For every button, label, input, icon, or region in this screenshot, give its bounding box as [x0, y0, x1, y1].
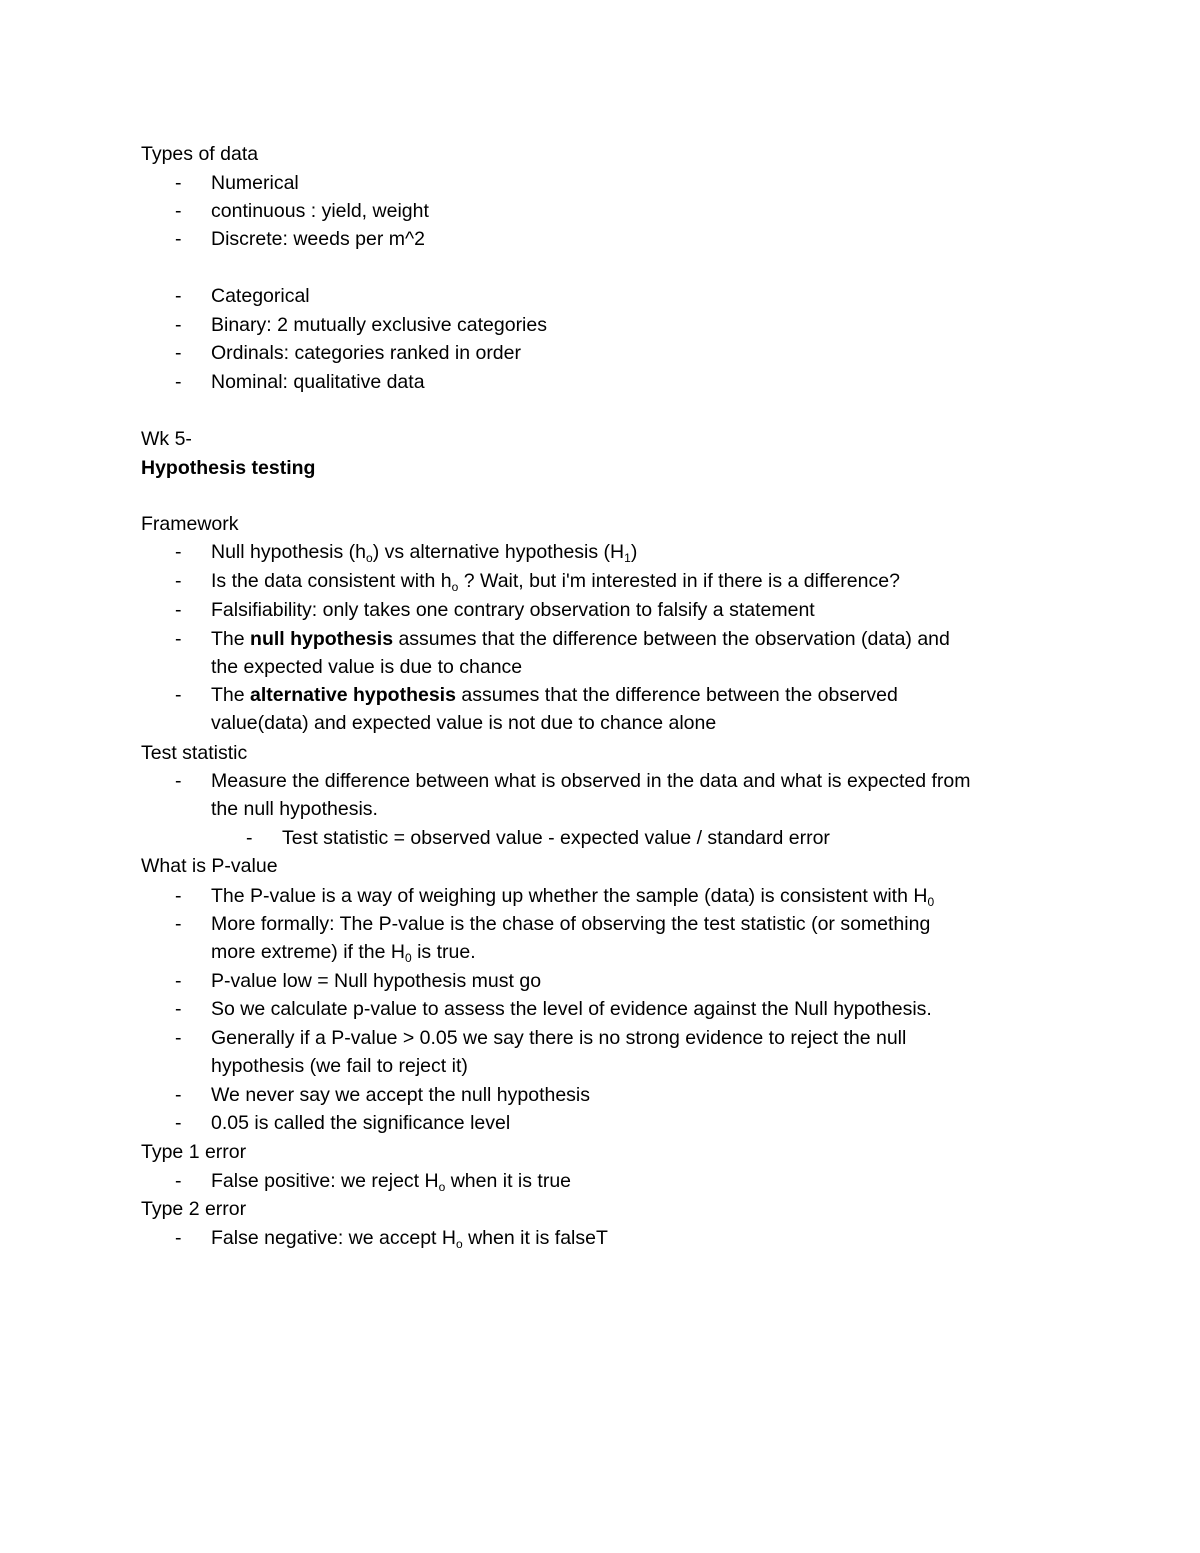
list-item: continuous : yield, weight — [211, 200, 429, 222]
list-item-continuation: more extreme) if the $H_0$ is true. — [211, 941, 476, 965]
list-item: The alternative hypothesis assumes that the difference between the observed — [211, 684, 898, 706]
list-item: So we calculate p-value to assess the level of evidence against the Null hypothesis. — [211, 998, 932, 1020]
bullet-dash: - — [175, 1084, 182, 1106]
list-item: We never say we accept the null hypothesis — [211, 1084, 591, 1106]
list-item: The P-value is a way of weighing up whether the sample (data) is consistent with $H_0$ — [211, 885, 935, 909]
bullet-dash: - — [175, 913, 182, 935]
bullet-dash: - — [175, 1170, 182, 1192]
sub-list-item: Test statistic = observed value - expected value / standard error — [282, 827, 830, 849]
bullet-dash: - — [175, 970, 182, 992]
list-item: P-value low = Null hypothesis must go — [211, 970, 542, 992]
bullet-dash: - — [175, 314, 182, 336]
bullet-dash: - — [175, 541, 182, 563]
section-heading-types-of-data: Types of data — [141, 143, 259, 165]
list-item-continuation: the expected value is due to chance — [211, 656, 523, 678]
bullet-dash: - — [175, 1112, 182, 1134]
bullet-dash: - — [175, 1227, 182, 1249]
bullet-dash: - — [175, 285, 182, 307]
bullet-dash: - — [175, 200, 182, 222]
list-item: Measure the difference between what is observed in the data and what is expected from — [211, 770, 971, 792]
list-item: False positive: we reject $H_o$ when it is true — [211, 1170, 572, 1194]
bullet-dash: - — [246, 827, 253, 849]
list-item: Is the data consistent with $h_o$ ? Wait, but i'm interested in if there is a difference? — [211, 570, 900, 594]
week-label: Wk 5- — [141, 428, 192, 450]
bullet-dash: - — [175, 770, 182, 792]
section-heading-type-1-error: Type 1 error — [141, 1141, 247, 1163]
bullet-dash: - — [175, 998, 182, 1020]
list-item: More formally: The P-value is the chase of observing the test statistic (or something — [211, 913, 931, 935]
bullet-dash: - — [175, 599, 182, 621]
bullet-dash: - — [175, 228, 182, 250]
list-item: Discrete: weeds per m^2 — [211, 228, 425, 250]
list-item-continuation: the null hypothesis. — [211, 798, 378, 820]
bullet-dash: - — [175, 628, 182, 650]
bullet-dash: - — [175, 885, 182, 907]
bullet-dash: - — [175, 371, 182, 393]
section-heading-framework: Framework — [141, 513, 239, 535]
bullet-dash: - — [175, 172, 182, 194]
title-text: Hypothesis testing — [141, 457, 316, 479]
list-item-continuation: value(data) and expected value is not due to chance alone — [211, 712, 717, 734]
section-heading-p-value: What is P-value — [141, 855, 278, 877]
list-item: Categorical — [211, 285, 310, 307]
list-item: Generally if a P-value > 0.05 we say there is no strong evidence to reject the null — [211, 1027, 907, 1049]
list-item-continuation: hypothesis (we fail to reject it) — [211, 1055, 468, 1077]
list-item: Binary: 2 mutually exclusive categories — [211, 314, 547, 336]
bullet-dash: - — [175, 342, 182, 364]
section-heading-type-2-error: Type 2 error — [141, 1198, 247, 1220]
list-item: Null hypothesis $(h_o)$ vs alternative hypothesis $(H_1)$ — [211, 541, 638, 565]
bullet-dash: - — [175, 570, 182, 592]
page-title — [141, 459, 315, 479]
list-item: False negative: we accept $H_o$ when it is falseT — [211, 1227, 608, 1251]
bullet-dash: - — [175, 684, 182, 706]
bullet-dash: - — [175, 1027, 182, 1049]
list-item: Nominal: qualitative data — [211, 371, 425, 393]
list-item: Numerical — [211, 172, 299, 194]
list-item: Ordinals: categories ranked in order — [211, 342, 521, 364]
list-item: Falsifiability: only takes one contrary observation to falsify a statement — [211, 599, 815, 621]
list-item: The null hypothesis assumes that the difference between the observation (data) and — [211, 628, 950, 650]
list-item: 0.05 is called the significance level — [211, 1112, 511, 1134]
section-heading-test-statistic: Test statistic — [141, 742, 248, 764]
